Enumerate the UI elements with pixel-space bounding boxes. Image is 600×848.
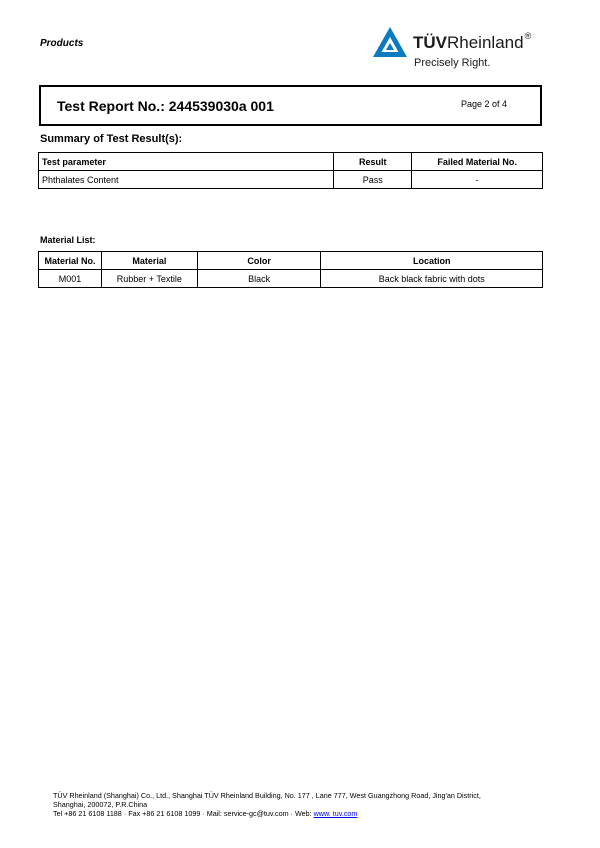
table-cell: Pass (334, 171, 412, 189)
report-title: Test Report No.: 244539030a 001 (57, 98, 274, 114)
logo-brand (413, 33, 531, 53)
registered-mark: ® (524, 31, 532, 41)
table-cell: Rubber + Textile (101, 270, 197, 288)
summary-table (38, 152, 543, 189)
table-cell: Black (197, 270, 321, 288)
summary-title: Summary of Test Result(s): (40, 133, 183, 145)
footer-web-link[interactable]: www. tuv.com (313, 809, 358, 818)
report-header-box (39, 85, 542, 126)
column-header: Test parameter (39, 153, 334, 171)
footer (53, 791, 553, 818)
column-header: Failed Material No. (412, 153, 543, 171)
logo-brand-bold: TÜV (413, 33, 447, 52)
column-header: Material No. (39, 252, 102, 270)
table-row (39, 171, 543, 189)
column-header: Color (197, 252, 321, 270)
column-header: Result (334, 153, 412, 171)
table-cell: Phthalates Content (39, 171, 334, 189)
table-header-row (39, 153, 543, 171)
footer-city: Shanghai, 200072, P.R.China (53, 800, 148, 809)
table-cell: Back black fabric with dots (321, 270, 543, 288)
column-header: Material (101, 252, 197, 270)
logo-brand-rest: Rheinland (447, 33, 524, 52)
footer-contact-text: Tel +86 21 6108 1188 · Fax +86 21 6108 1099 · Mail: service-gc@tuv.com · Web: (53, 809, 314, 818)
table-row (39, 270, 543, 288)
material-list-title: Material List: (40, 235, 96, 245)
table-cell: - (412, 171, 543, 189)
document-category: Products (40, 38, 84, 49)
material-table (38, 251, 543, 288)
page-number: Page 2 of 4 (460, 99, 507, 109)
footer-contact (53, 809, 553, 818)
tuv-rheinland-logo (368, 24, 558, 74)
column-header: Location (321, 252, 543, 270)
tuv-triangle-icon (372, 26, 408, 58)
footer-address: TÜV Rheinland (Shanghai) Co., Ltd., Shanghai TÜV Rheinland Building, No. 177 , Lane 777, West Guangzhong Road, Jing'an District, (53, 791, 481, 800)
logo-tagline: Precisely Right. (414, 57, 491, 69)
table-cell: M001 (39, 270, 102, 288)
table-header-row (39, 252, 543, 270)
